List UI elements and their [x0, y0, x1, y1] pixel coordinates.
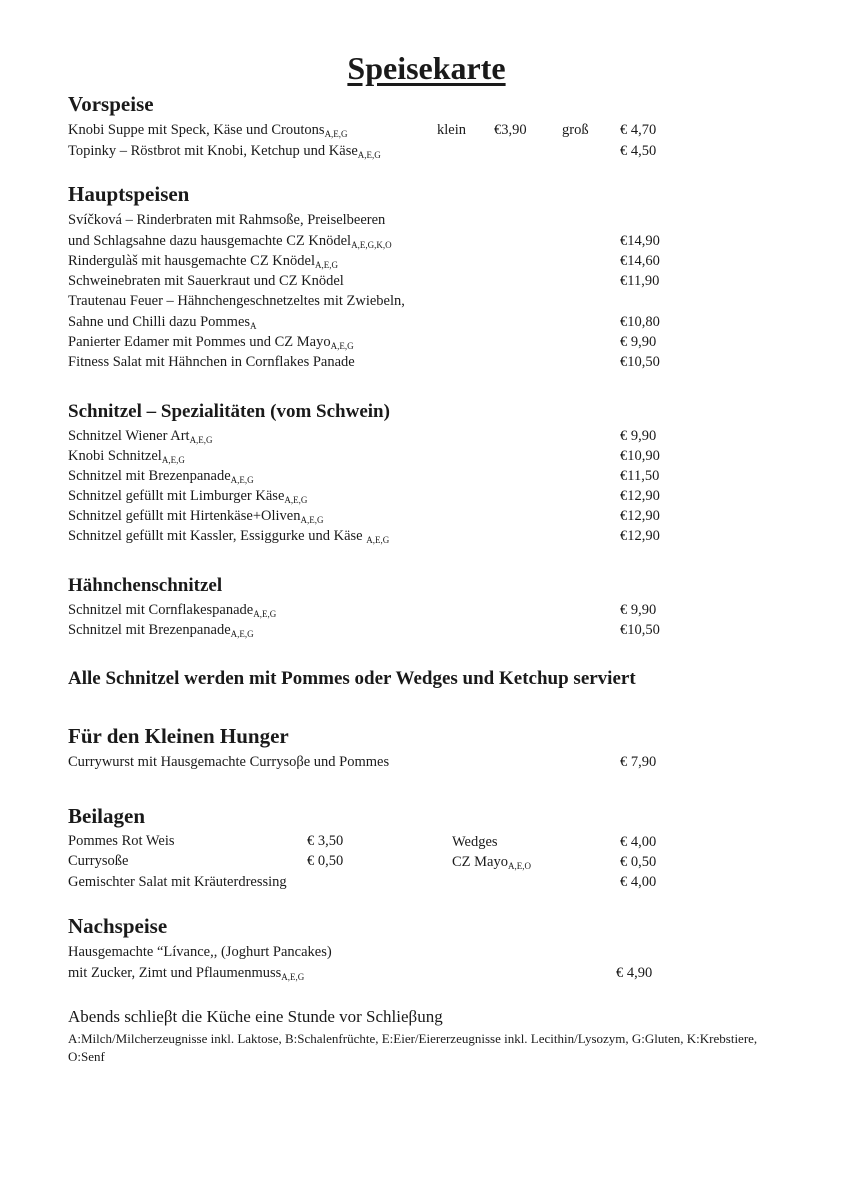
allergen-codes: A,E,G	[366, 535, 390, 545]
menu-item-name-cont: Sahne und Chilli dazu Pommes$_A$	[68, 314, 257, 331]
allergen-codes: A	[250, 321, 257, 331]
menu-item-price: € 4,00	[620, 834, 657, 850]
allergen-codes: A,E,G	[324, 129, 348, 139]
section-heading-beilagen: Beilagen	[68, 804, 145, 828]
section-heading-vorspeise: Vorspeise	[68, 92, 154, 116]
menu-item-price: € 4,90	[616, 965, 653, 981]
menu-item-price: € 7,90	[620, 754, 657, 770]
menu-item-price: €10,90	[620, 448, 660, 464]
menu-item-price: € 3,50	[307, 833, 344, 849]
menu-item-price: €12,90	[620, 508, 660, 524]
menu-item-price: €14,90	[620, 233, 660, 249]
menu-item-name: Schnitzel Wiener Art$_{A,E,G}$	[68, 428, 213, 445]
kitchen-closing-note: Abends schlieβt die Küche eine Stunde vor Schlieβung	[68, 1007, 443, 1026]
allergen-codes: A,E,G	[230, 475, 254, 485]
allergen-codes: A,E,G	[315, 260, 338, 270]
schnitzel-side-note: Alle Schnitzel werden mit Pommes oder Wedges und Ketchup serviert	[68, 668, 636, 689]
menu-item-price: €14,60	[620, 253, 660, 269]
allergen-codes: A,E,G	[357, 150, 381, 160]
menu-item-name: Currywurst mit Hausgemachte Currysoβe und Pommes	[68, 754, 390, 770]
section-heading-hauptspeisen: Hauptspeisen	[68, 182, 190, 206]
menu-item-price: € 4,00	[620, 874, 657, 890]
menu-item-name: Knobi Schnitzel$_{A,E,G}$	[68, 448, 185, 465]
menu-item-price: € 4,50	[620, 143, 657, 159]
section-heading-haehnchenschnitzel: Hähnchenschnitzel	[68, 575, 223, 596]
menu-item-price: €10,50	[620, 354, 660, 370]
menu-item-name: Schnitzel mit Brezenpanade$_{A,E,G}$	[68, 468, 254, 485]
menu-item-name: Rindergulàš mit hausgemachte CZ Knödel$_{A,E,G}$	[68, 253, 338, 270]
allergen-codes: A,E,G	[189, 435, 213, 445]
menu-item-name: Panierter Edamer mit Pommes und CZ Mayo$_{A,E,G}$	[68, 334, 354, 351]
menu-item-name: Hausgemachte “Lívance,, (Joghurt Pancakes)	[68, 944, 332, 960]
section-heading-kleiner-hunger: Für den Kleinen Hunger	[68, 724, 289, 748]
menu-item-name: Fitness Salat mit Hähnchen in Cornflakes Panade	[68, 354, 355, 370]
menu-item-price: €12,90	[620, 528, 660, 544]
menu-item-name: CZ Mayo$_{A,E,O}$	[452, 854, 531, 871]
allergen-codes: A,E,G	[161, 455, 185, 465]
menu-item-name: Gemischter Salat mit Kräuterdressing	[68, 874, 287, 890]
allergen-codes: A,E,G	[253, 609, 277, 619]
menu-item-name: Currysoße	[68, 853, 129, 869]
size-label-gross: groß	[562, 122, 589, 138]
menu-item-name: Schnitzel mit Cornflakespanade$_{A,E,G}$	[68, 602, 277, 619]
menu-item-price: €11,50	[620, 468, 660, 484]
menu-item-name: Pommes Rot Weis	[68, 833, 175, 849]
menu-item-name: Schweinebraten mit Sauerkraut und CZ Knödel	[68, 273, 344, 289]
menu-item-price: €10,80	[620, 314, 660, 330]
allergen-legend: A:Milch/Milcherzeugnisse inkl. Laktose, B:Schalenfrüchte, E:Eier/Eiererzeugnisse inkl. Lecithin/Lysozym, G:Gluten, K:Krebstiere, O:Senf	[68, 1031, 758, 1064]
menu-item-name: Schnitzel gefüllt mit Kassler, Essiggurke und Käse $_{A,E,G}$	[68, 528, 390, 545]
menu-item-name-cont: und Schlagsahne dazu hausgemachte CZ Knödel$_{A,E,G,K,O}$	[68, 233, 392, 250]
menu-item-price: €11,90	[620, 273, 660, 289]
menu-item-price: € 0,50	[307, 853, 344, 869]
menu-item-name: Schnitzel gefüllt mit Hirtenkäse+Oliven$_{A,E,G}$	[68, 508, 324, 525]
menu-item-price: € 9,90	[620, 428, 657, 444]
menu-item-name: Trautenau Feuer – Hähnchengeschnetzeltes mit Zwiebeln,	[68, 293, 405, 309]
menu-item-price: € 9,90	[620, 334, 657, 350]
menu-item-name: Topinky – Röstbrot mit Knobi, Ketchup und Käse$_{A,E,G}$	[68, 143, 381, 160]
menu-item-name: Wedges	[452, 834, 498, 850]
allergen-codes: A,E,G	[330, 341, 354, 351]
allergen-codes: A,E,G	[281, 972, 305, 982]
menu-item-name: Knobi Suppe mit Speck, Käse und Croutons$_{A,E,G}$	[68, 122, 348, 139]
page-title: Speisekarte	[347, 50, 506, 86]
menu-item-name: Schnitzel mit Brezenpanade$_{A,E,G}$	[68, 622, 254, 639]
allergen-codes: A,E,O	[507, 861, 531, 871]
menu-item-price: €12,90	[620, 488, 660, 504]
menu-item-price: € 9,90	[620, 602, 657, 618]
menu-item-name: Svíčková – Rinderbraten mit Rahmsoße, Preiselbeeren	[68, 212, 386, 228]
price-klein: €3,90	[494, 122, 527, 138]
menu-item-name-cont: mit Zucker, Zimt und Pflaumenmuss$_{A,E,G}$	[68, 965, 305, 982]
allergen-codes: A,E,G	[230, 629, 254, 639]
section-heading-schnitzel: Schnitzel – Spezialitäten (vom Schwein)	[68, 401, 390, 422]
menu-item-name: Schnitzel gefüllt mit Limburger Käse$_{A,E,G}$	[68, 488, 308, 505]
menu-item-price: € 0,50	[620, 854, 657, 870]
allergen-codes: A,E,G,K,O	[351, 240, 392, 250]
menu-item-price: €10,50	[620, 622, 660, 638]
size-label-klein: klein	[437, 122, 466, 138]
allergen-codes: A,E,G	[300, 515, 324, 525]
menu-item-price: € 4,70	[620, 122, 657, 138]
allergen-codes: A,E,G	[284, 495, 308, 505]
section-heading-nachspeise: Nachspeise	[68, 914, 168, 938]
